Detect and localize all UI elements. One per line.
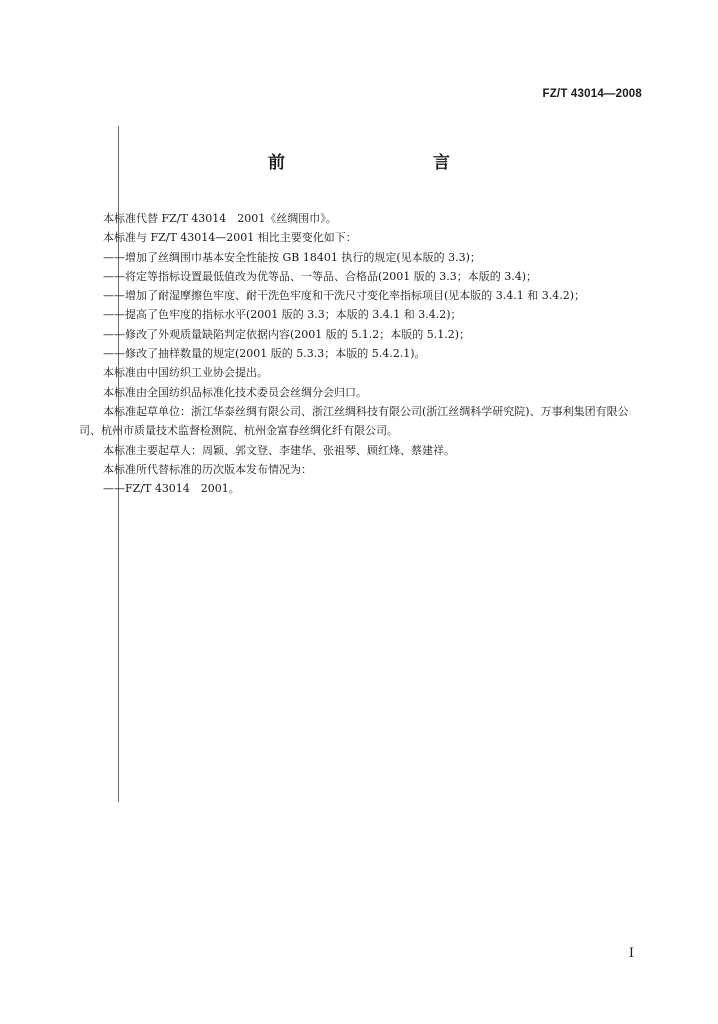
change-item: ——提高了色牢度的指标水平(2001 版的 3.3；本版的 3.4.1 和 3.4.2)； [103, 308, 462, 322]
change-item: ——增加了耐湿摩擦色牢度、耐干洗色牢度和干洗尺寸变化率指标项目(见本版的 3.4.1 和 3.4.2)； [103, 289, 586, 303]
change-item: ——修改了抽样数量的规定(2001 版的 5.3.3；本版的 5.4.2.1)。 [103, 347, 426, 361]
page-number: I [628, 946, 634, 961]
standard-code: FZ/T 43014—2008 [542, 88, 642, 100]
paragraph-drafting-units: 本标准起草单位：浙江华泰丝绸有限公司、浙江丝绸科技有限公司(浙江丝绸科学研究院)、万事利集团有限公司、杭州市质量技术监督检测院、杭州金富春丝绸化纤有限公司。 [79, 404, 629, 438]
page-title: 前 言 [268, 153, 488, 173]
paragraph-changes-intro: 本标准与 FZ/T 43014—2001 相比主要变化如下： [103, 231, 357, 245]
paragraph-proposer: 本标准由中国纺织工业协会提出。 [103, 366, 268, 380]
paragraph-history-intro: 本标准所代替标准的历次版本发布情况为： [103, 462, 312, 476]
history-item: ——FZ/T 43014 2001。 [103, 482, 240, 496]
change-item: ——增加了丝绸围巾基本安全性能按 GB 18401 执行的规定(见本版的 3.3)； [103, 250, 481, 264]
change-item: ——修改了外观质量缺陷判定依据内容(2001 版的 5.1.2；本版的 5.1.2)； [103, 327, 471, 341]
paragraph-drafters: 本标准主要起草人：周颖、郭文登、李建华、张祖琴、顾红烽、蔡建祥。 [103, 443, 455, 457]
foreword-body [79, 209, 649, 498]
paragraph-administrator: 本标准由全国纺织品标准化技术委员会丝绸分会归口。 [103, 385, 367, 399]
change-item: ——将定等指标设置最低值改为优等品、一等品、合格品(2001 版的 3.3；本版的 3.4)； [103, 269, 538, 283]
paragraph-replaces: 本标准代替 FZ/T 43014 2001《丝绸围巾》。 [103, 212, 337, 225]
